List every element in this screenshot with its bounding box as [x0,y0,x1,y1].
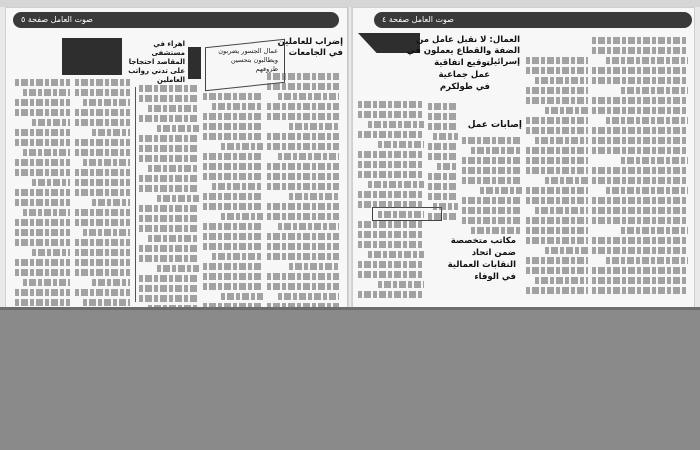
left-page [5,7,348,310]
right-col-5 [592,37,688,307]
exclamation-mark-graphic [188,47,201,79]
work-injuries-headline: إصابات عمل [467,120,522,130]
bridges-workers-subhead: عمال الجسور يضربون ويطالبون بتحسين ظروفهم [218,47,278,73]
universities-strike-headline: إضراب للعاملين في الجامعات [277,37,343,58]
column-rule [135,87,136,302]
scan-background [0,310,700,450]
top-edge [0,0,700,7]
strike-headline: اهراء في مستشفى المقاصد احتجاجا على تدني رواتب العاملين [128,40,185,84]
right-col-4 [526,57,588,327]
right-page-header: صوت العامل صفحة ٤ [374,12,692,28]
main-headline: العمال: لا نقبل عامل من الضفة والقطاع يعملون في إسرائيل [406,35,520,67]
photo-block [62,38,122,75]
agreement-headline: توقيع اتفاقية عمل جماعية في طولكرم [434,58,490,92]
left-page-header: صوت العامل صفحة ٥ [13,12,339,28]
right-page [352,7,695,310]
offices-headline: مكاتب متخصصة ضمن اتحاد النقابات العمالية في الوفاء [447,236,516,282]
left-col-5 [267,73,339,343]
